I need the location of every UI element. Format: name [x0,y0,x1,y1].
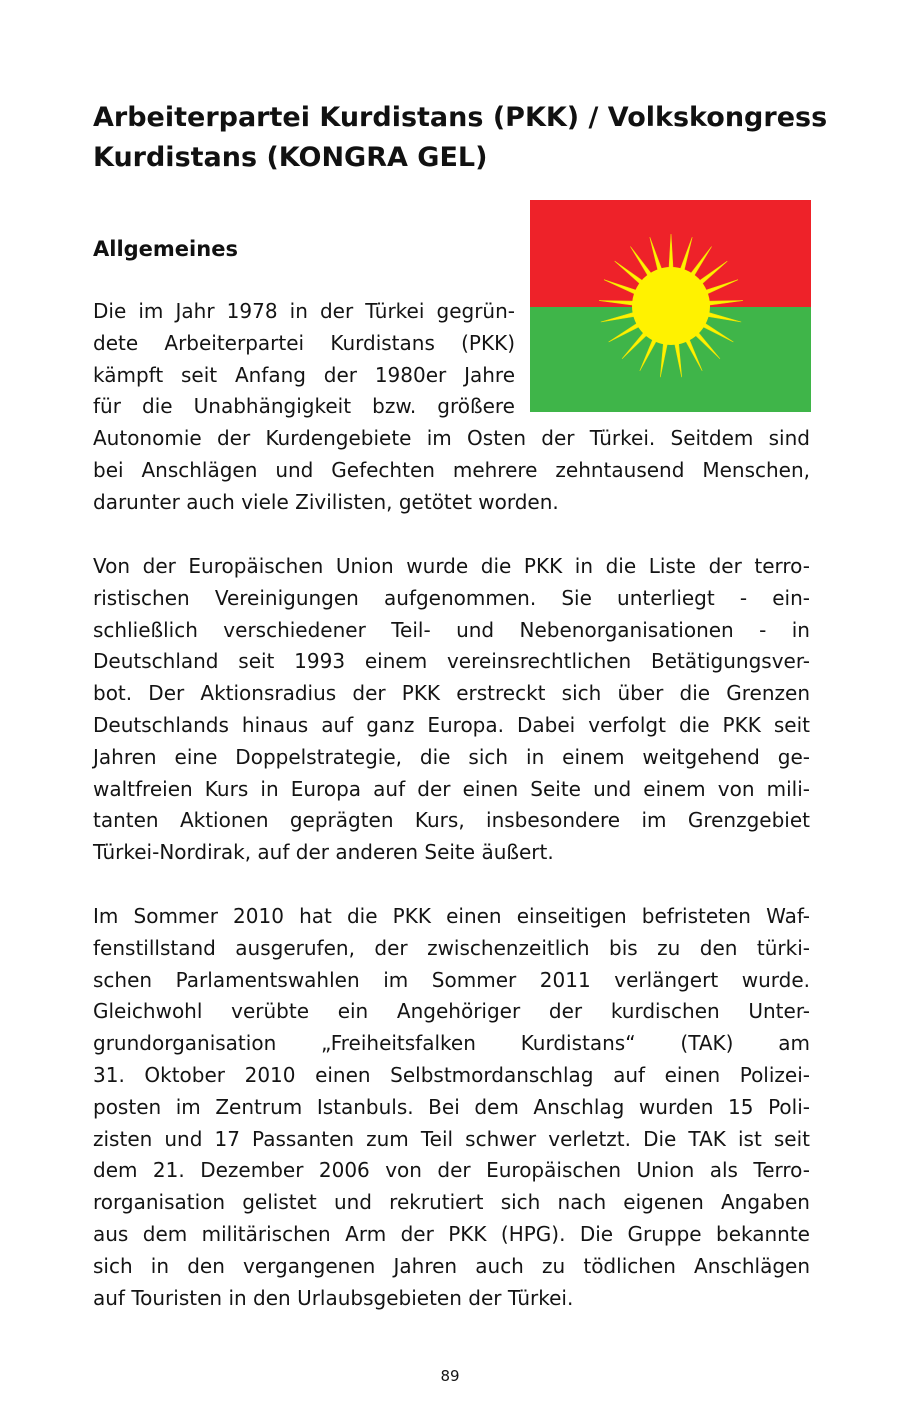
text-line: für die Unabhängigkeit bzw. größere [93,394,515,419]
text-line: dete Arbeiterpartei Kurdistans (PKK) [93,330,515,355]
text-line: schließlich verschiedener Teil- und Nebenorganisationen - in [93,617,810,642]
text-line: zisten und 17 Passanten zum Teil schwer verletzt. Die TAK ist seit [93,1126,810,1151]
text-line: Im Sommer 2010 hat die PKK einen einseitigen befristeten Waf- [93,904,810,928]
paragraph-ceasefire [93,901,810,1314]
page-number: 89 [440,1367,460,1385]
page-title [93,98,828,178]
title-line: Arbeiterpartei Kurdistans (PKK) / Volkskongress [93,102,828,133]
text-line: rorganisation gelistet und rekrutiert sich nach eigenen Angaben [93,1190,810,1215]
section-heading: Allgemeines [93,237,238,261]
text-line: tanten Aktionen geprägten Kurs, insbesondere im Grenzgebiet [93,808,810,833]
text-line: darunter auch viele Zivilisten, getötet worden. [93,489,559,514]
text-line: bot. Der Aktionsradius der PKK erstreckt sich über die Grenzen [93,681,810,706]
text-line: Von der Europäischen Union wurde die PKK in die Liste der terro- [93,554,810,578]
text-line: aus dem militärischen Arm der PKK (HPG). Die Gruppe bekannte [93,1221,810,1246]
paragraph-eu-listing [93,551,810,869]
text-line: waltfreien Kurs in Europa auf der einen Seite und einem von mili- [93,776,810,801]
text-line: Türkei-Nordirak, auf der anderen Seite äußert. [93,840,554,865]
text-line: Deutschland seit 1993 einem vereinsrechtlichen Betätigungsver- [93,649,810,674]
text-line: dem 21. Dezember 2006 von der Europäischen Union als Terro- [93,1158,810,1183]
text-line: auf Touristen in den Urlaubsgebieten der Türkei. [93,1285,574,1310]
text-line: kämpft seit Anfang der 1980er Jahre [93,362,515,387]
text-line: 31. Oktober 2010 einen Selbstmordanschlag auf einen Polizei- [93,1062,810,1087]
text-line: posten im Zentrum Istanbuls. Bei dem Anschlag wurden 15 Poli- [93,1094,810,1119]
text-line: schen Parlamentswahlen im Sommer 2011 verlängert wurde. [93,967,810,992]
text-line: fenstillstand ausgerufen, der zwischenzeitlich bis zu den türki- [93,935,810,960]
text-line: bei Anschlägen und Gefechten mehrere zehntausend Menschen, [93,457,810,482]
text-line: Deutschlands hinaus auf ganz Europa. Dabei verfolgt die PKK seit [93,712,810,737]
text-line: grundorganisation „Freiheitsfalken Kurdistans“ (TAK) am [93,1031,810,1056]
text-line: ristischen Vereinigungen aufgenommen. Sie unterliegt - ein- [93,585,810,610]
text-line: Die im Jahr 1978 in der Türkei gegrün- [93,299,515,323]
title-line: Kurdistans (KONGRA GEL) [93,142,488,173]
paragraph-intro [93,296,810,519]
text-line: sich in den vergangenen Jahren auch zu tödlichen Anschlägen [93,1253,810,1278]
text-line: Autonomie der Kurdengebiete im Osten der Türkei. Seitdem sind [93,426,810,451]
text-line: Gleichwohl verübte ein Angehöriger der kurdischen Unter- [93,999,810,1024]
text-line: Jahren eine Doppelstrategie, die sich in einem weitgehend ge- [93,744,810,769]
